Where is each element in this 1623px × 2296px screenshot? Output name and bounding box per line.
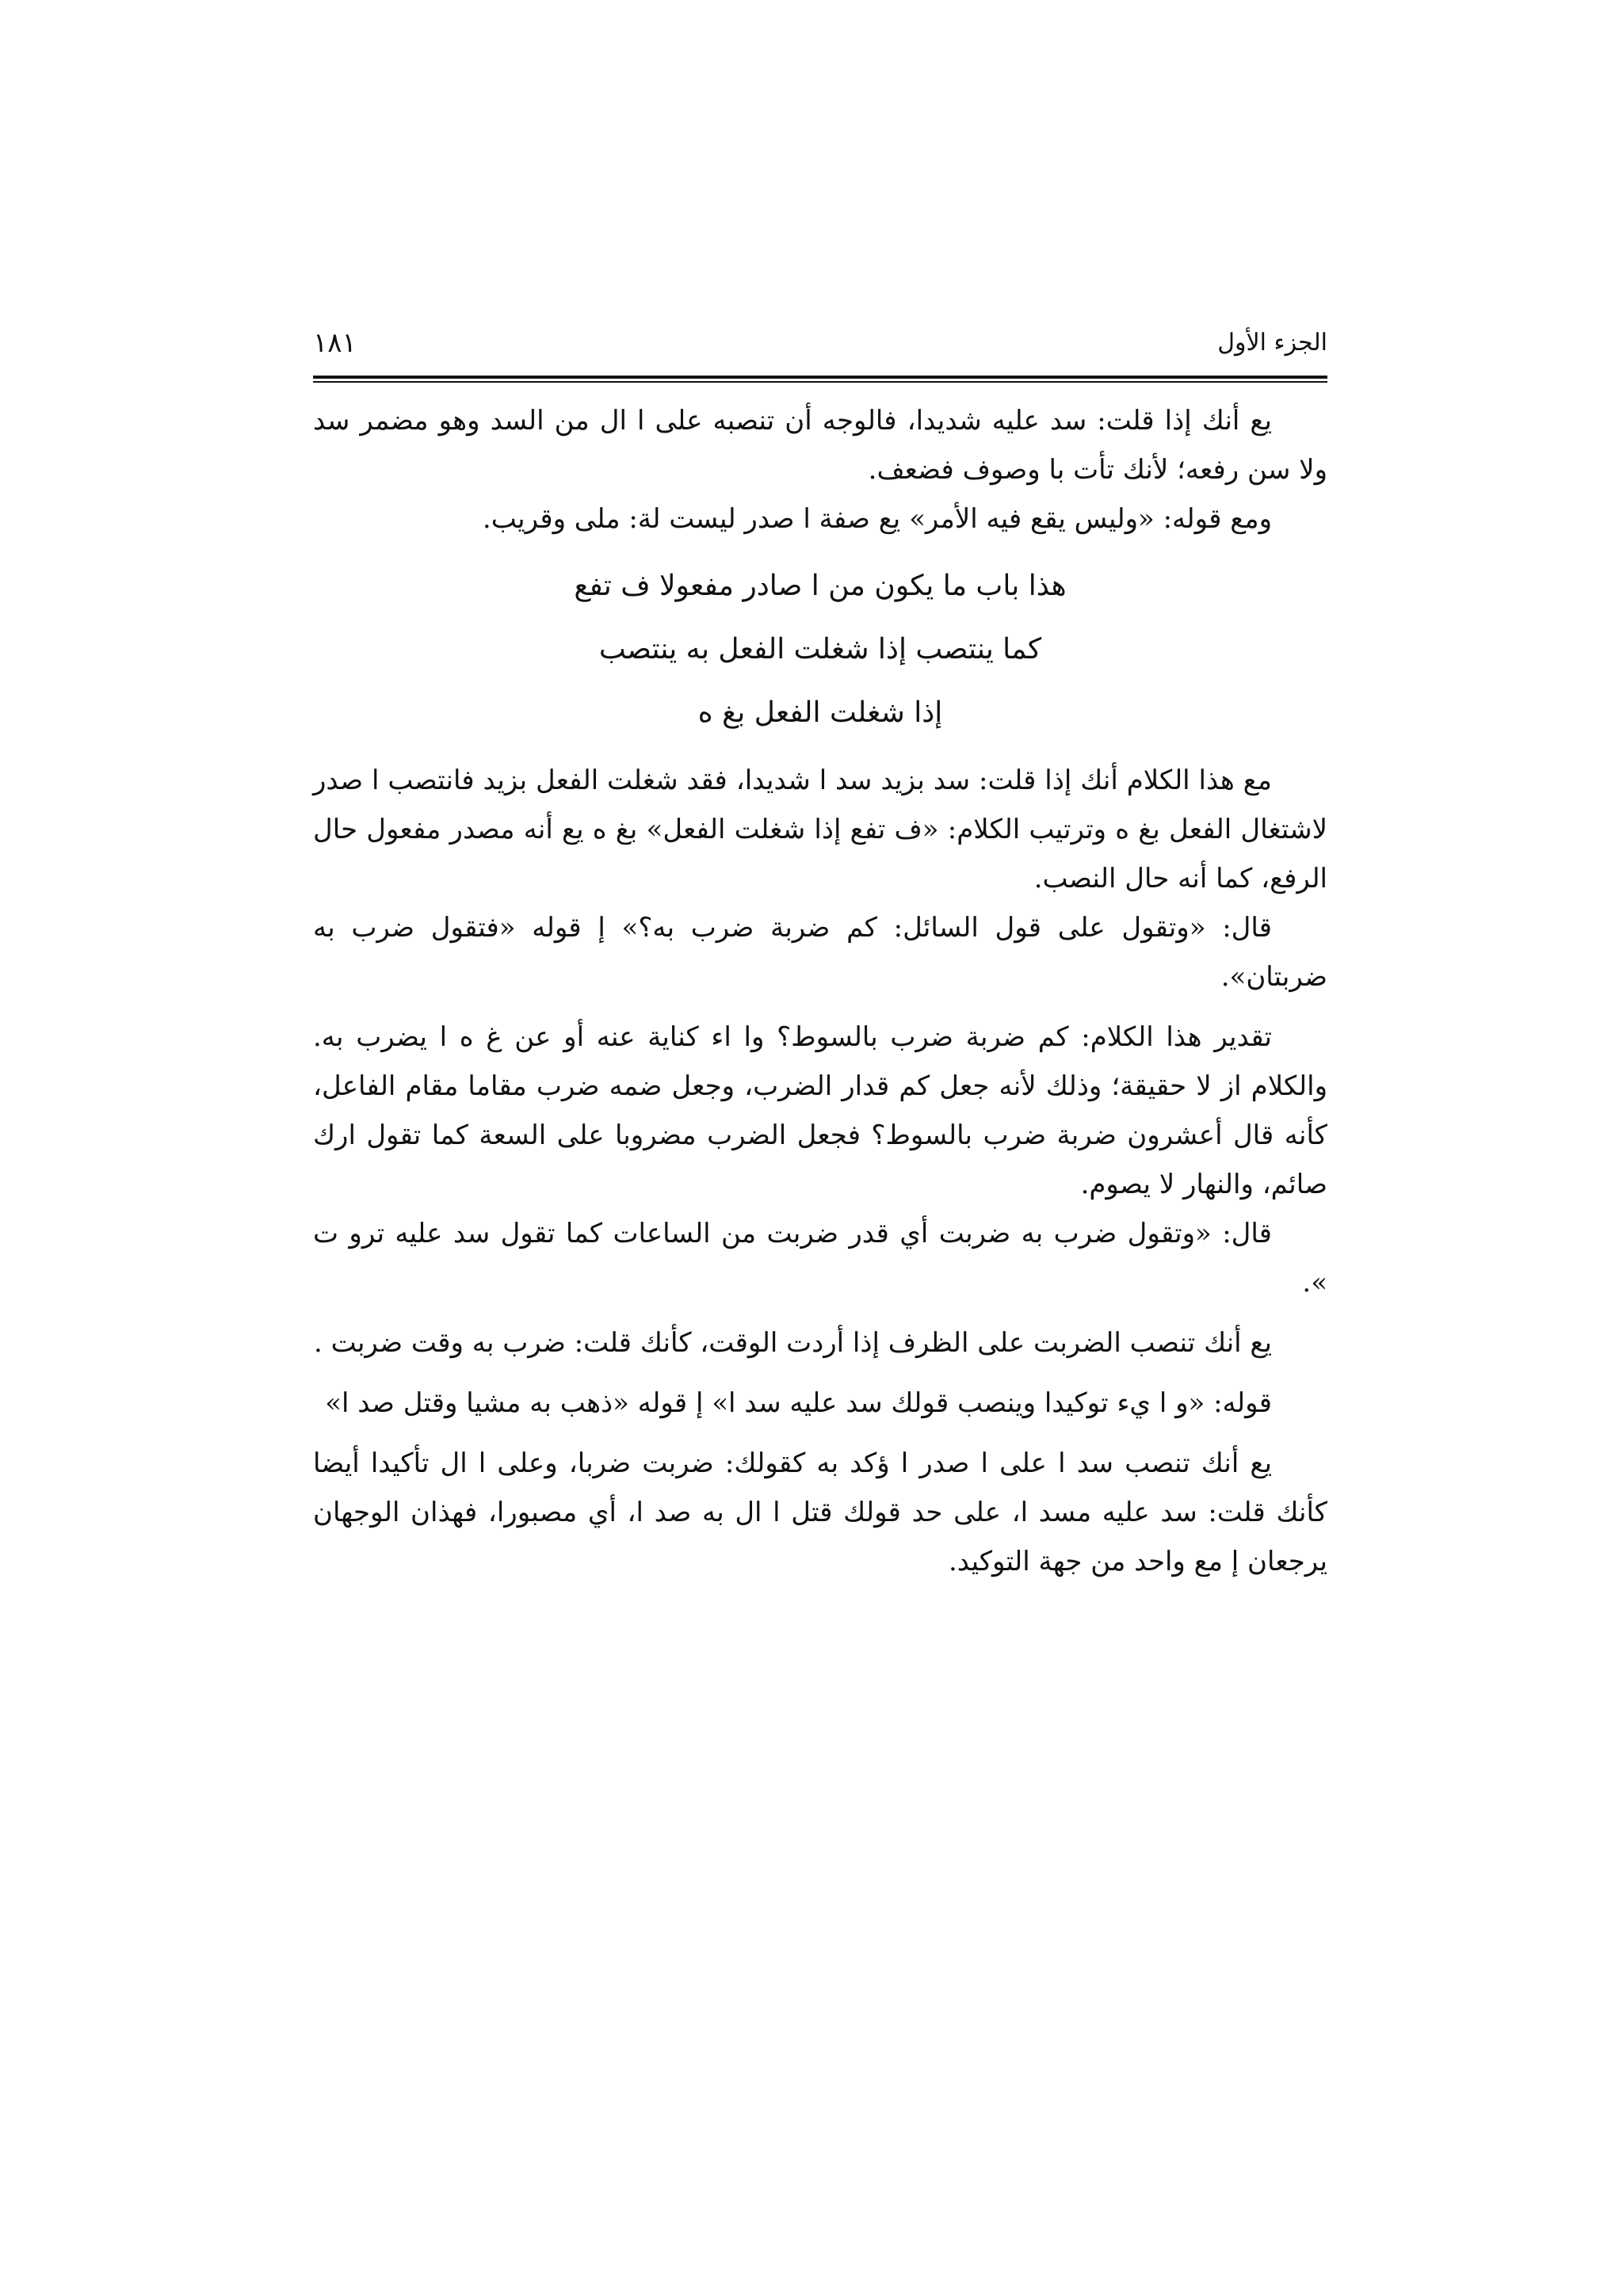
page-body bbox=[313, 396, 1327, 1586]
paragraph: قال: «وتقول ضرب به ضربت أي قدر ضربت من الساعات كما تقول سد عليه ترو ت ». bbox=[313, 1218, 1327, 1299]
paragraph: تقدير هذا الكلام: كم ضربة ضرب بالسوط؟ وا اء كناية عنه أو عن غ ه ا يضرب به. والكلام از لا حقيقة؛ وذلك لأنه جعل كم قدار الضرب، وجعل ضمه ضرب مقاما مقام الفاعل، كأنه قال أعشرون ضربة ضرب بالسوط؟ فجعل الضرب مضروبا على السعة كما تقول ارك صائم، والنهار لا يصوم. bbox=[313, 1021, 1327, 1200]
paragraph: مع هذا الكلام أنك إذا قلت: سد بزيد سد ا شديدا، فقد شغلت الفعل بزيد فانتصب ا صدر لاشتغال الفعل بغ ه وترتيب الكلام: «ف تفع إذا شغلت الفعل» بغ ه يع أنه مصدر مفعول حال الرفع، كما أنه حال النصب. bbox=[313, 765, 1327, 894]
paragraph: يع أنك تنصب سد ا على ا صدر ا ؤكد به كقولك: ضربت ضربا، وعلى ا ال تأكيدا أيضا كأنك قلت: سد عليه مسد ا، على حد قولك قتل ا ال به صد ا، أي مصبورا، فهذان الوجهان يرجعان إ مع واحد من جهة التوكيد. bbox=[313, 1447, 1327, 1577]
paragraph: يع أنك إذا قلت: سد عليه شديدا، فالوجه أن تنصبه على ا ال من السد وهو مضمر سد ولا سن رفعه؛ لأنك تأت با وصوف فضعف. bbox=[313, 405, 1327, 486]
paragraph: قوله: «و ا يء توكيدا وينصب قولك سد عليه سد ا» إ قوله «ذهب به مشيا وقتل صد ا» bbox=[325, 1387, 1272, 1419]
page-number: ١٨١ bbox=[313, 327, 357, 359]
chapter-heading-line: إذا شغلت الفعل بغ ه bbox=[697, 696, 943, 729]
paragraph: يع أنك تنصب الضربت على الظرف إذا أردت الوقت، كأنك قلت: ضرب به وقت ضربت . bbox=[313, 1327, 1272, 1359]
book-part-title: الجزء الأول bbox=[1217, 329, 1327, 357]
header-divider bbox=[313, 376, 1327, 383]
page-header bbox=[313, 321, 1327, 376]
paragraph: قال: «وتقول على قول السائل: كم ضربة ضرب به؟» إ قوله «فتقول ضرب به ضربتان». bbox=[313, 912, 1327, 993]
chapter-heading-line: كما ينتصب إذا شغلت الفعل به ينتصب bbox=[598, 633, 1042, 666]
chapter-heading bbox=[313, 555, 1327, 745]
chapter-heading-line: هذا باب ما يكون من ا صادر مفعولا ف تفع bbox=[574, 570, 1067, 602]
paragraph: ومع قوله: «وليس يقع فيه الأمر» يع صفة ا صدر ليست لة: ملى وقريب. bbox=[482, 503, 1272, 535]
